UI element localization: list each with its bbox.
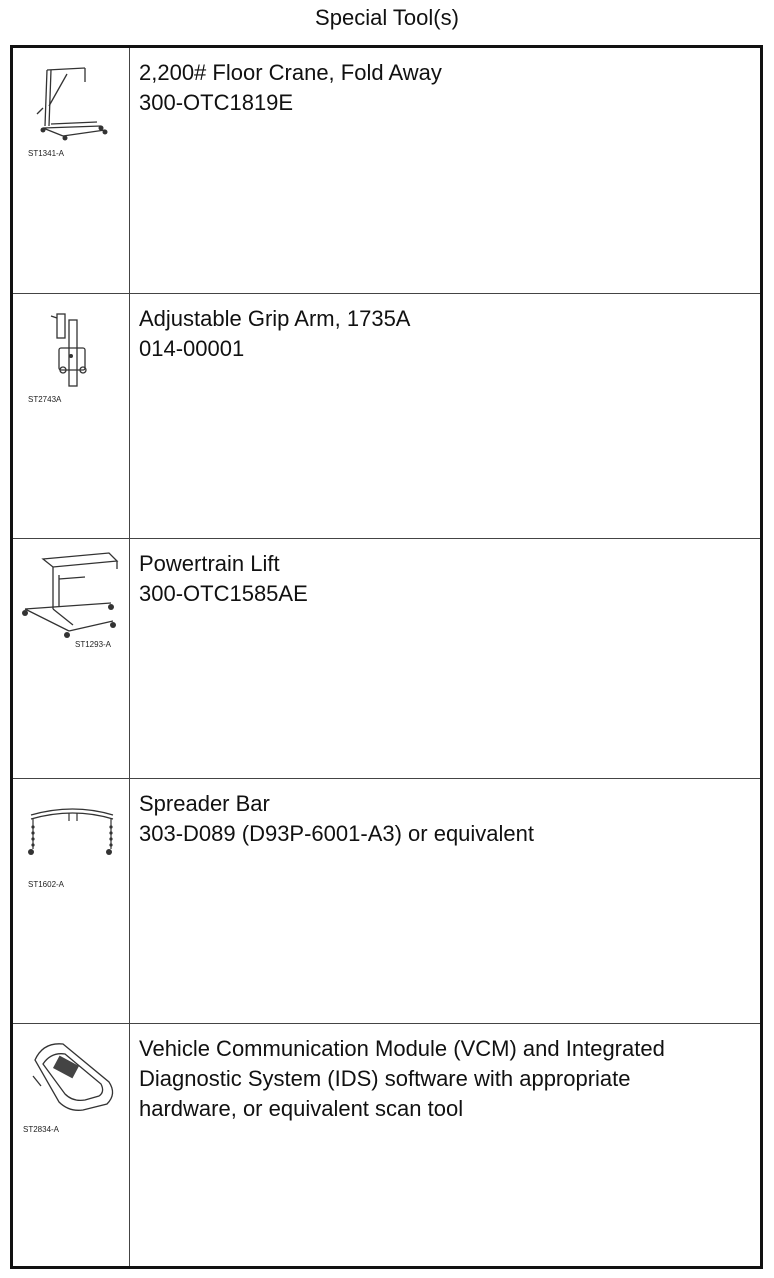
tool-description bbox=[131, 48, 760, 293]
special-tools-table bbox=[10, 45, 763, 1269]
tool-part-number: 303-D089 (D93P-6001-A3) or equivalent bbox=[139, 821, 535, 846]
tool-name: hardware, or equivalent scan tool bbox=[139, 1096, 464, 1121]
tool-name: Vehicle Communication Module (VCM) and Integrated bbox=[139, 1036, 665, 1061]
tool-name: Diagnostic System (IDS) software with appropriate bbox=[139, 1066, 631, 1091]
tool-part-number: 300-OTC1819E bbox=[139, 90, 294, 115]
table-row bbox=[13, 293, 760, 538]
tool-part-number: 300-OTC1585AE bbox=[139, 581, 308, 606]
grip-arm-icon bbox=[13, 294, 129, 538]
tool-image-cell bbox=[13, 1024, 130, 1266]
spreader-bar-icon bbox=[13, 779, 129, 1023]
powertrain-lift-icon bbox=[13, 539, 129, 778]
floor-crane-icon bbox=[13, 48, 129, 292]
tool-image-cell bbox=[13, 539, 130, 778]
tool-name: 2,200# Floor Crane, Fold Away bbox=[139, 60, 442, 85]
table-row bbox=[13, 778, 760, 1023]
table-row bbox=[13, 48, 760, 293]
vcm-module-icon bbox=[13, 1024, 129, 1266]
figure-code: ST2834-A bbox=[23, 1125, 60, 1134]
tool-description bbox=[131, 294, 760, 538]
tool-name: Powertrain Lift bbox=[139, 551, 280, 576]
figure-code: ST1341-A bbox=[28, 149, 65, 158]
tool-description bbox=[131, 779, 760, 1023]
figure-code: ST1293-A bbox=[75, 640, 112, 649]
tool-description bbox=[131, 1024, 760, 1266]
tool-image-cell bbox=[13, 48, 130, 293]
tool-description bbox=[131, 539, 760, 778]
page-title: Special Tool(s) bbox=[315, 5, 459, 30]
tool-image-cell bbox=[13, 779, 130, 1023]
figure-code: ST2743A bbox=[28, 395, 62, 404]
tool-part-number: 014-00001 bbox=[139, 336, 245, 361]
table-row bbox=[13, 538, 760, 778]
table-row bbox=[13, 1023, 760, 1266]
tool-name: Adjustable Grip Arm, 1735A bbox=[139, 306, 411, 331]
tool-name: Spreader Bar bbox=[139, 791, 270, 816]
figure-code: ST1602-A bbox=[28, 880, 65, 889]
tool-image-cell bbox=[13, 294, 130, 538]
